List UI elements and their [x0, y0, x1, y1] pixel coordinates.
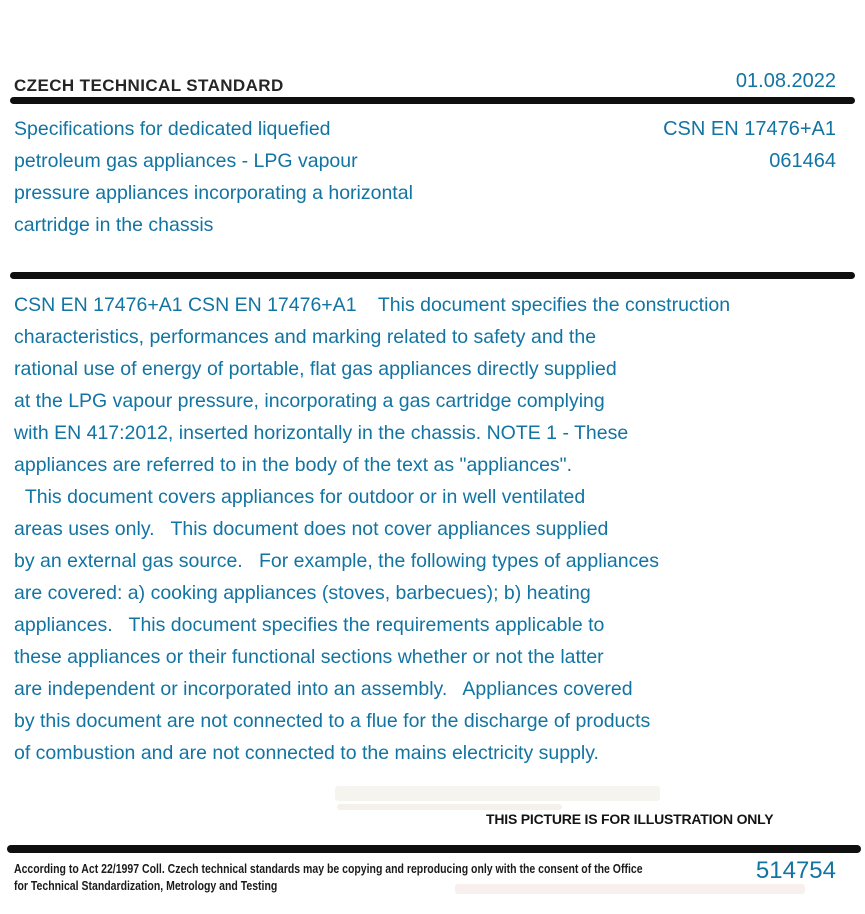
standard-title-line: cartridge in the chassis — [14, 214, 214, 236]
footer-rule — [7, 845, 861, 853]
abstract-line: characteristics, performances and marking related to safety and the — [14, 326, 597, 348]
issue-date: 01.08.2022 — [735, 70, 836, 92]
abstract-line: are independent or incorporated into an assembly. Appliances covered — [14, 678, 633, 700]
abstract-line: are covered: a) cooking appliances (stoves, barbecues); b) heating — [14, 582, 591, 604]
abstract-line: appliances are referred to in the body of the text as "appliances". — [14, 454, 573, 476]
abstract-line: of combustion and are not connected to the mains electricity supply. — [14, 742, 599, 764]
standard-title — [14, 113, 514, 241]
abstract-line: This document covers appliances for outdoor or in well ventilated — [14, 486, 586, 508]
abstract-text — [14, 289, 844, 769]
illustration-disclaimer: THIS PICTURE IS FOR ILLUSTRATION ONLY — [486, 811, 774, 827]
abstract-line: areas uses only. This document does not cover appliances supplied — [14, 518, 609, 540]
title-rule — [10, 272, 855, 279]
abstract-line: CSN EN 17476+A1 CSN EN 17476+A1 This document specifies the construction — [14, 294, 731, 316]
abstract-line: rational use of energy of portable, flat gas appliances directly supplied — [14, 358, 617, 380]
abstract-line: appliances. This document specifies the requirements applicable to — [14, 614, 605, 636]
page-title: CZECH TECHNICAL STANDARD — [14, 76, 284, 95]
standard-title-line: pressure appliances incorporating a horizontal — [14, 182, 413, 204]
faint-scan-artifact — [337, 804, 562, 810]
copyright-notice-line: for Technical Standardization, Metrology and Testing — [14, 879, 278, 893]
abstract-line: by an external gas source. For example, the following types of appliances — [14, 550, 659, 572]
standard-identifiers — [663, 113, 836, 177]
standard-title-line: Specifications for dedicated liquefied — [14, 118, 331, 140]
abstract-line: at the LPG vapour pressure, incorporating a gas cartridge complying — [14, 390, 605, 412]
abstract-line: by this document are not connected to a flue for the discharge of products — [14, 710, 651, 732]
faint-scan-artifact — [335, 786, 660, 801]
header-rule — [10, 97, 855, 104]
standard-title-line: petroleum gas appliances - LPG vapour — [14, 150, 358, 172]
abstract-line: with EN 417:2012, inserted horizontally in the chassis. NOTE 1 - These — [14, 422, 629, 444]
copyright-notice-line: According to Act 22/1997 Coll. Czech technical standards may be copying and reproducing only with the consent of the Office — [14, 862, 643, 876]
abstract-line: these appliances or their functional sections whether or not the latter — [14, 646, 604, 668]
copyright-notice — [14, 861, 643, 895]
standard-class-number: 061464 — [769, 150, 836, 172]
catalog-number: 514754 — [755, 857, 836, 884]
standard-designation: CSN EN 17476+A1 — [663, 118, 836, 140]
